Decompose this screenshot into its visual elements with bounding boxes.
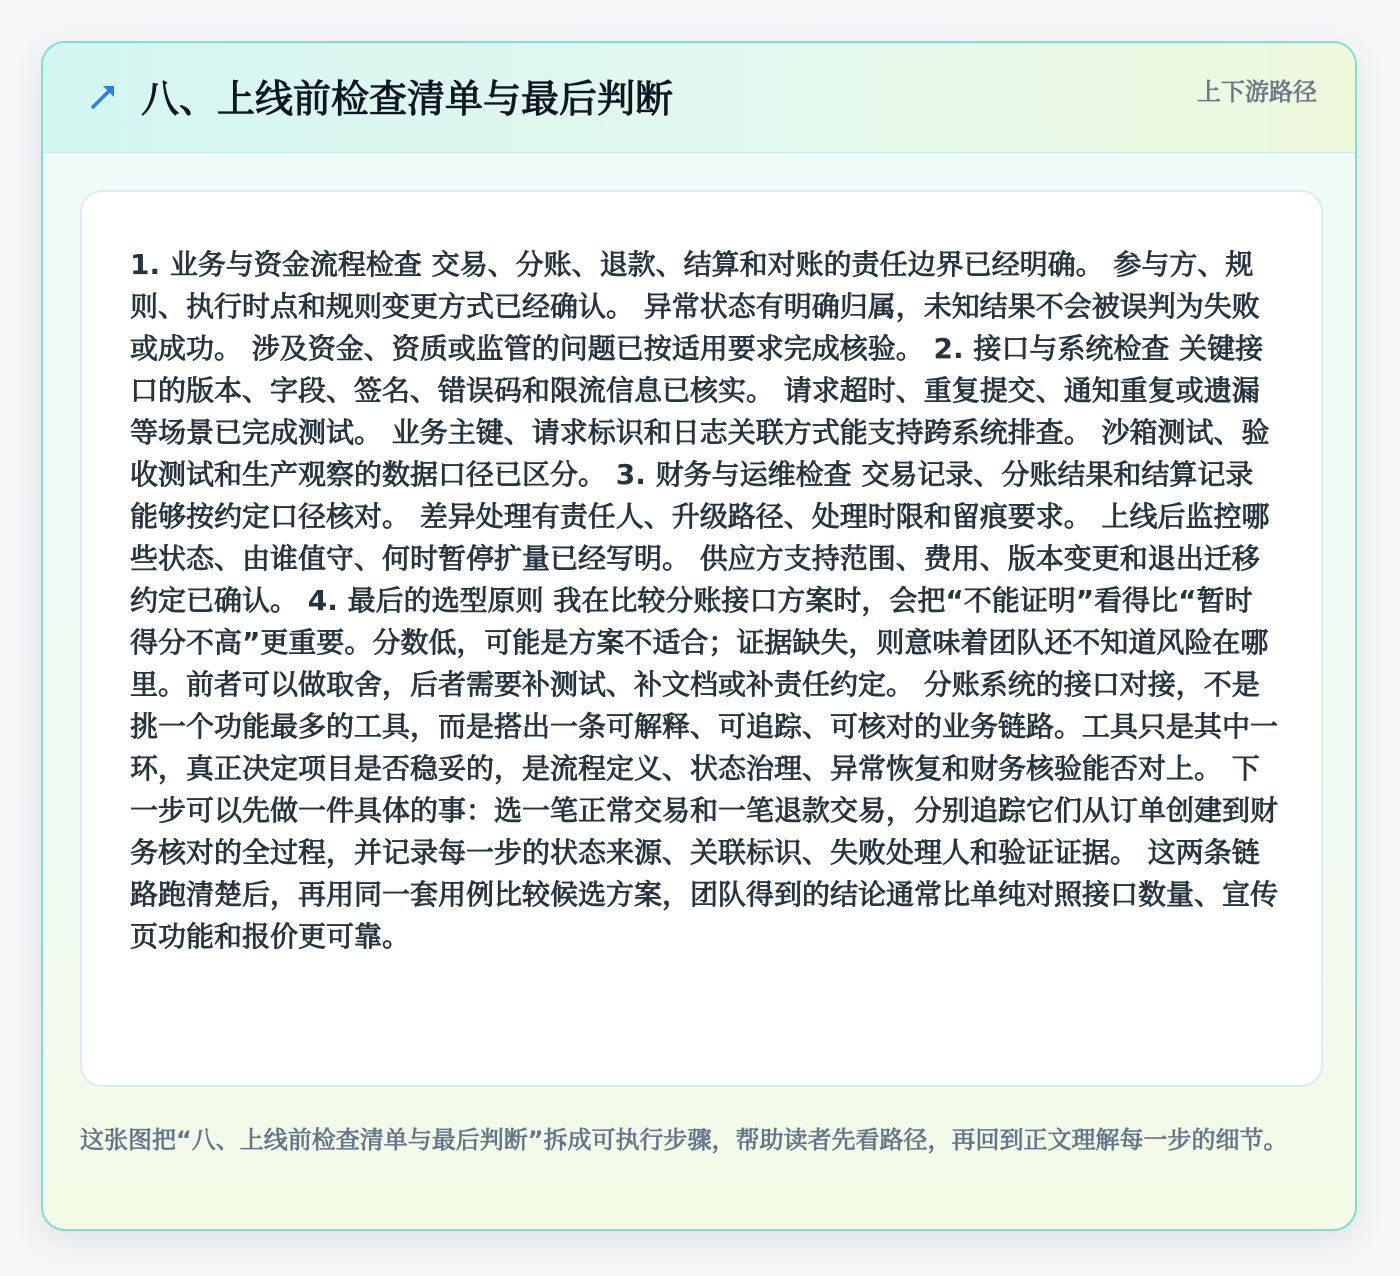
figure-caption: 这张图把“八、上线前检查清单与最后判断”拆成可执行步骤，帮助读者先看路径，再回到正文理解每一步的细节。 <box>80 1126 1288 1154</box>
card-header <box>43 43 1355 153</box>
section-title: 八、上线前检查清单与最后判断 <box>141 77 674 121</box>
arrow-up-right-icon <box>87 81 119 113</box>
checklist-text: 1. 业务与资金流程检查 交易、分账、退款、结算和对账的责任边界已经明确。 参与方、规则、执行时点和规则变更方式已经确认。 异常状态有明确归属，未知结果不会被误判为失败或成功。 涉及资金、资质或监管的问题已按适用要求完成核验。 2. 接口与系统检查 关键接口的版本、字段、签名、错误码和限流信息已核实。 请求超时、重复提交、通知重复或遗漏等场景已完成测试。 业务主键、请求标识和日志关联方式能支持跨系统排查。 沙箱测试、验收测试和生产观察的数据口径已区分。 3. 财务与运维检查 交易记录、分账结果和结算记录能够按约定口径核对。 差异处理有责任人、升级路径、处理时限和留痕要求。 上线后监控哪些状态、由谁值守、何时暂停扩量已经写明。 供应方支持范围、费用、版本变更和退出迁移约定已确认。 4. 最后的选型原则 我在比较分账接口方案时，会把“不能证明”看得比“暂时得分不高”更重要。分数低，可能是方案不适合；证据缺失，则意味着团队还不知道风险在哪里。前者可以做取舍，后者需要补测试、补文档或补责任约定。 分账系统的接口对接，不是挑一个功能最多的工具，而是搭出一条可解释、可追踪、可核对的业务链路。工具只是其中一环，真正决定项目是否稳妥的，是流程定义、状态治理、异常恢复和财务核验能否对上。 下一步可以先做一件具体的事：选一笔正常交易和一笔退款交易，分别追踪它们从订单创建到财务核对的全过程，并记录每一步的状态来源、关联标识、失败处理人和验证证据。 这两条链路跑清楚后，再用同一套用例比较候选方案，团队得到的结论通常比单纯对照接口数量、宣传页功能和报价更可靠。 <box>130 248 1279 953</box>
content-panel <box>80 190 1323 1087</box>
section-tag: 上下游路径 <box>1197 78 1317 106</box>
section-card <box>41 41 1357 1231</box>
